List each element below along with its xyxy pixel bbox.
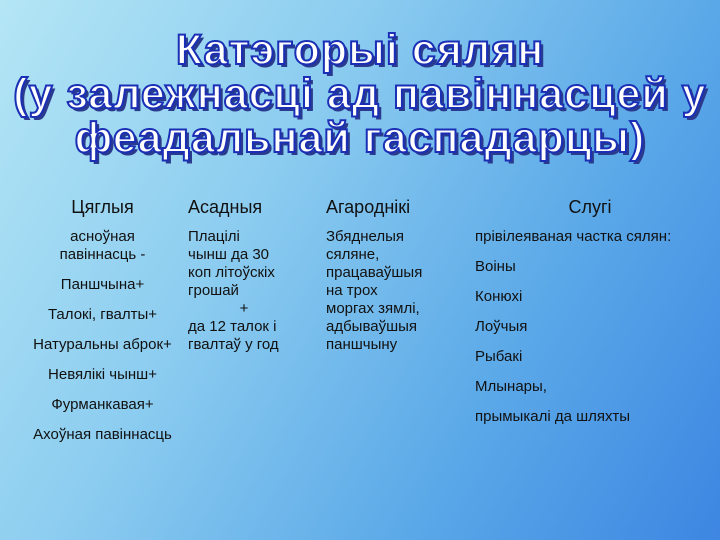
column-slugi [475, 196, 675, 438]
column-asadnyia [188, 196, 300, 354]
text-line: працаваўшыя [326, 264, 423, 281]
list-item: Натуральны аброк+ [33, 336, 172, 353]
list-item: прымыкалі да шляхты [475, 408, 630, 425]
list-item: Фурманкавая+ [51, 396, 154, 413]
text-line: да 12 талок і [188, 318, 277, 335]
text-line: на трох [326, 282, 378, 299]
text-line: паншчыну [326, 336, 398, 353]
text-line: адбываўшыя [326, 318, 418, 335]
column-header-tsiahlyia: Цяглыя [71, 197, 134, 217]
text-line: чынш да 30 [188, 246, 270, 263]
text-line: Збяднелыя [326, 228, 404, 245]
list-item: Паншчына+ [60, 276, 145, 293]
list-item: Млынары, [475, 378, 547, 395]
list-item: Талокі, гвалты+ [47, 306, 158, 323]
column-header-asadnyia: Асадныя [188, 197, 263, 217]
title-line-1: Катэгорыі сялян [175, 26, 545, 74]
list-item: Ахоўная павіннасць [33, 426, 172, 443]
list-item: прівілеяваная частка сялян: [475, 228, 672, 245]
text-line: моргах зямлі, [326, 300, 420, 317]
title-line-3: феадальнай гаспадарцы) [74, 114, 646, 162]
text-line: грошай [188, 282, 239, 299]
list-item: Воіны [475, 258, 516, 275]
list-item: Лоўчыя [475, 318, 528, 335]
list-item: Конюхі [475, 288, 523, 305]
list-item: асноўная павіннасць - [59, 228, 146, 263]
text-line: сяляне, [326, 246, 380, 263]
title-line-2: (у залежнасці ад павіннасцей у [13, 70, 707, 118]
text-line: Плацілі [188, 228, 240, 245]
column-tsiahlyia [30, 196, 175, 456]
column-header-slugi: Слугі [568, 197, 612, 217]
slide-title [0, 28, 720, 160]
text-line: гвалтаў у год [188, 336, 279, 353]
plus-sign: + [239, 300, 249, 317]
list-item: Рыбакі [475, 348, 523, 365]
text-line: коп літоўскіх [188, 264, 275, 281]
column-aharodniki [326, 196, 456, 354]
column-header-aharodniki: Агароднікі [326, 197, 411, 217]
list-item: Невялікі чынш+ [48, 366, 157, 383]
